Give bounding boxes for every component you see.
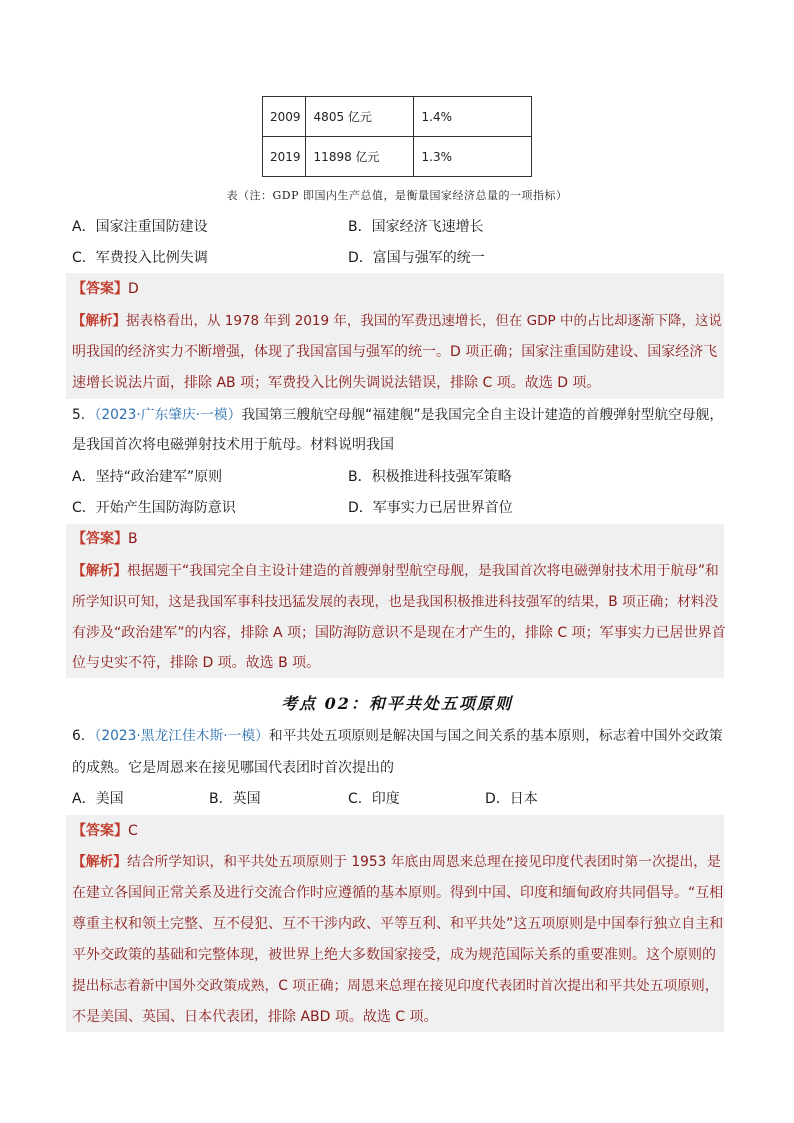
q5-answer	[72, 528, 138, 550]
q5-analysis-line	[72, 560, 728, 582]
table-row	[263, 97, 532, 137]
q5-option-c[interactable]: C．开始产生国防海防意识	[72, 500, 236, 516]
q6-analysis-line	[72, 851, 728, 873]
q4-option-a[interactable]: A．国家注重国防建设	[72, 219, 208, 235]
answer-value: D	[128, 281, 139, 297]
q6-stem-line	[72, 725, 723, 747]
q4-option-d[interactable]: D．富国与强军的统一	[348, 250, 485, 266]
answer-value: C	[128, 823, 138, 839]
q6-option-c[interactable]: C．印度	[348, 791, 400, 807]
q5-option-a[interactable]: A．坚持“政治建军”原则	[72, 469, 223, 485]
q4-analysis-line: 速增长说法片面，排除 AB 项；军费投入比例失调说法错误，排除 C 项。故选 D 项。	[72, 375, 601, 391]
q6-analysis-line: 不是美国、英国、日本代表团，排除 ABD 项。故选 C 项。	[72, 1009, 438, 1025]
table-cell-amount: 4805 亿元	[305, 97, 413, 137]
answer-tag: 【答案】	[72, 531, 128, 547]
analysis-tag: 【解析】	[72, 854, 128, 870]
q6-option-d[interactable]: D．日本	[485, 791, 538, 807]
q5-option-b[interactable]: B．积极推进科技强军策略	[348, 469, 512, 485]
analysis-text: 根据题干“我国完全自主设计建造的首艘弹射型航空母舰，是我国首次将电磁弹射技术用于航母”和	[127, 563, 719, 579]
table-cell-year: 2019	[263, 137, 306, 177]
q4-option-b[interactable]: B．国家经济飞速增长	[348, 219, 484, 235]
q4-answer	[72, 278, 139, 300]
q6-stem-text: 和平共处五项原则是解决国与国之间关系的基本原则，标志着中国外交政策	[268, 728, 723, 744]
q5-stem-line	[72, 404, 723, 426]
q5-source: （2023·广东肇庆·一模）	[94, 407, 242, 423]
analysis-text: 结合所学知识，和平共处五项原则于 1953 年底由周恩来总理在接见印度代表团时第一次提出，是	[127, 854, 721, 870]
answer-tag: 【答案】	[72, 823, 128, 839]
analysis-tag: 【解析】	[72, 313, 126, 329]
table-cell-ratio: 1.4%	[413, 97, 531, 137]
q5-analysis-line: 位与史实不符，排除 D 项。故选 B 项。	[72, 655, 321, 671]
q5-analysis-line: 有涉及“政治建军”的内容，排除 A 项；国防海防意识不是现在才产生的，排除 C 项；军事实力已居世界首	[72, 625, 726, 641]
q4-option-c[interactable]: C．军费投入比例失调	[72, 250, 208, 266]
analysis-text: 据表格看出，从 1978 年到 2019 年，我国的军费迅速增长，但在 GDP 中的占比却逐渐下降，这说	[126, 313, 722, 329]
analysis-tag: 【解析】	[72, 563, 128, 579]
q5-number: 5．	[72, 407, 95, 423]
answer-value: B	[128, 531, 138, 547]
section-title: 考点 02：和平共处五项原则	[281, 694, 513, 713]
table-cell-year: 2009	[263, 97, 306, 137]
q6-option-a[interactable]: A．美国	[72, 791, 124, 807]
table-caption: 表（注：GDP 即国内生产总值，是衡量国家经济总量的一项指标）	[226, 189, 568, 202]
answer-tag: 【答案】	[72, 281, 128, 297]
q6-analysis-line: 在建立各国间正常关系及进行交流合作时应遵循的基本原则。得到中国、印度和缅甸政府共同倡导。“互相	[72, 885, 724, 901]
q5-stem-line: 是我国首次将电磁弹射技术用于航母。材料说明我国	[72, 437, 394, 453]
q6-option-b[interactable]: B．英国	[209, 791, 261, 807]
table-cell-ratio: 1.3%	[413, 137, 531, 177]
gdp-table	[262, 96, 532, 177]
q4-analysis-line: 明我国的经济实力不断增强，体现了我国富国与强军的统一。D 项正确；国家注重国防建设、国家经济飞	[72, 344, 718, 360]
q5-stem-text: 我国第三艘航空母舰“福建舰”是我国完全自主设计建造的首艘弹射型航空母舰，	[241, 407, 724, 423]
table-cell-amount: 11898 亿元	[305, 137, 413, 177]
q5-option-d[interactable]: D．军事实力已居世界首位	[348, 500, 513, 516]
q6-source: （2023·黑龙江佳木斯·一模）	[94, 728, 269, 744]
q6-answer	[72, 820, 138, 842]
q6-analysis-line: 平外交政策的基础和完整体现，被世界上绝大多数国家接受，成为规范国际关系的重要准则。这个原则的	[72, 947, 716, 963]
q6-analysis-line: 提出标志着新中国外交政策成熟，C 项正确；周恩来总理在接见印度代表团时首次提出和平共处五项原则，	[72, 978, 719, 994]
q4-analysis-line	[72, 310, 728, 332]
q6-analysis-line: 尊重主权和领土完整、互不侵犯、互不干涉内政、平等互利、和平共处”这五项原则是中国奉行独立自主和	[72, 916, 724, 932]
table-row	[263, 137, 532, 177]
q6-number: 6．	[72, 728, 95, 744]
q6-stem-line: 的成熟。它是周恩来在接见哪国代表团时首次提出的	[72, 760, 394, 776]
q5-analysis-line: 所学知识可知，这是我国军事科技迅猛发展的表现，也是我国积极推进科技强军的结果，B 项正确；材料没	[72, 594, 719, 610]
